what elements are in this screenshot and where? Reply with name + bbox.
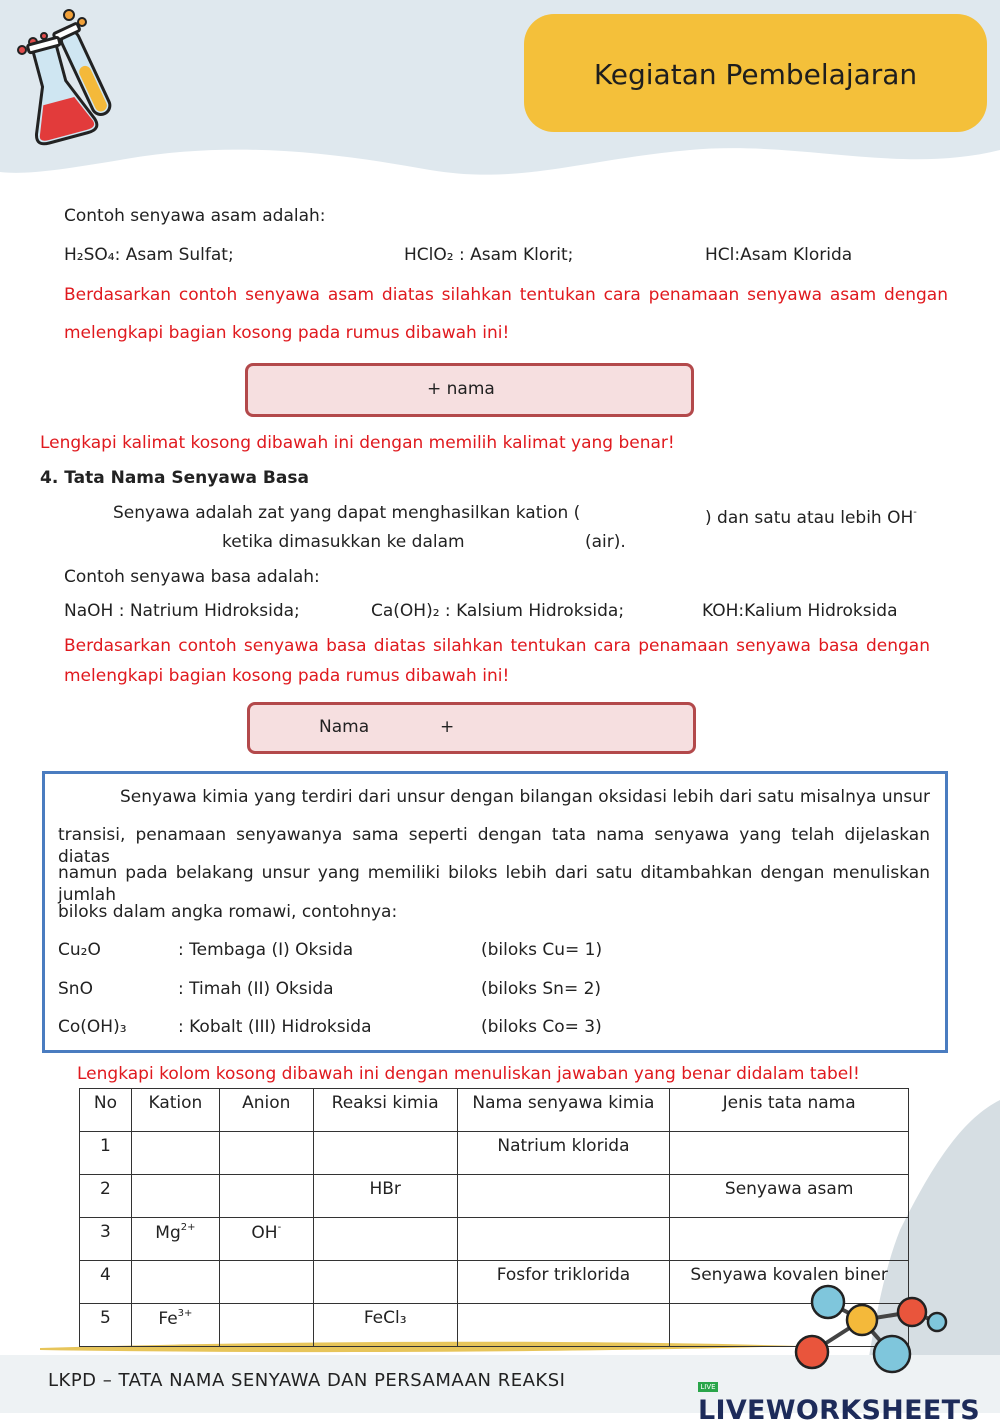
info-line-2: transisi, penamaan senyawanya sama seperti dengan tata nama senyawa yang telah dijelaskan diatas [58, 825, 930, 867]
table-row [80, 1175, 909, 1218]
info-example-name: : Timah (II) Oksida [178, 979, 334, 999]
cell-anion[interactable] [219, 1304, 313, 1347]
cell-kation: $Mg^{2+}$ [131, 1218, 219, 1261]
cell-no: 2 [80, 1175, 132, 1218]
acid-instruction-line-2: melengkapi bagian kosong pada rumus dibawah ini! [64, 323, 510, 343]
table-header-row [80, 1089, 909, 1132]
header-nama: Nama senyawa kimia [457, 1089, 670, 1132]
brand-badge: LIVE [698, 1382, 718, 1392]
info-example-biloks: (biloks Cu= 1) [481, 940, 603, 960]
cell-anion: OH- [219, 1218, 313, 1261]
table-instruction: Lengkapi kolom kosong dibawah ini dengan menuliskan jawaban yang benar didalam tabel! [77, 1064, 860, 1084]
info-example-biloks: (biloks Co= 3) [481, 1017, 602, 1037]
table-row [80, 1132, 909, 1175]
brand-name: LIVEWORKSHEETS [698, 1395, 981, 1426]
base-example-2: Ca(OH)₂ : Kalsium Hidroksida; [371, 601, 625, 621]
acid-formula-text: + nama [427, 379, 495, 399]
footer-title: LKPD – TATA NAMA SENYAWA DAN PERSAMAAN REAKSI [48, 1370, 566, 1391]
cell-kation[interactable] [131, 1132, 219, 1175]
base-heading: 4. Tata Nama Senyawa Basa [40, 468, 309, 488]
cell-jenis[interactable] [670, 1132, 909, 1175]
cell-no: 1 [80, 1132, 132, 1175]
info-line-1: Senyawa kimia yang terdiri dari unsur dengan bilangan oksidasi lebih dari satu misalnya unsur [120, 787, 930, 807]
header-kation: Kation [131, 1089, 219, 1132]
cell-anion[interactable] [219, 1132, 313, 1175]
test-tube-icon [14, 6, 119, 148]
acid-example-2: HClO₂ : Asam Klorit; [404, 245, 574, 265]
cell-reaksi[interactable] [313, 1132, 457, 1175]
base-instruction-line-2: melengkapi bagian kosong pada rumus dibawah ini! [64, 666, 510, 686]
cell-anion[interactable] [219, 1261, 313, 1304]
info-example-formula: Cu₂O [58, 940, 101, 960]
cell-nama[interactable] [457, 1304, 670, 1347]
liveworksheets-logo[interactable] [698, 1376, 1000, 1426]
info-line-3: namun pada belakang unsur yang memiliki biloks lebih dari satu ditambahkan dengan menuliskan jumlah [58, 863, 930, 905]
cell-kation: $Fe^{3+}$ [131, 1304, 219, 1347]
info-example-formula: Co(OH)₃ [58, 1017, 127, 1037]
base-intro: Contoh senyawa basa adalah: [64, 567, 320, 587]
cell-reaksi: HBr [313, 1175, 457, 1218]
base-instruction-line-1: Berdasarkan contoh senyawa basa diatas silahkan tentukan cara penamaan senyawa basa dengan [64, 636, 930, 656]
base-formula-plus: + [440, 717, 455, 737]
cell-reaksi[interactable] [313, 1218, 457, 1261]
cell-no: 5 [80, 1304, 132, 1347]
cell-anion[interactable] [219, 1175, 313, 1218]
base-formula-left: Nama [319, 717, 370, 737]
info-line-4: biloks dalam angka romawi, contohnya: [58, 902, 398, 922]
base-fill-instruction: Lengkapi kalimat kosong dibawah ini dengan memilih kalimat yang benar! [40, 433, 675, 453]
molecule-icon [772, 1282, 948, 1376]
acid-example-1: H₂SO₄: Asam Sulfat; [64, 245, 234, 265]
info-example-formula: SnO [58, 979, 93, 999]
base-example-3: KOH:Kalium Hidroksida [702, 601, 898, 621]
header-reaksi: Reaksi kimia [313, 1089, 457, 1132]
base-example-1: NaOH : Natrium Hidroksida; [64, 601, 300, 621]
cell-nama[interactable] [457, 1218, 670, 1261]
cell-no: 4 [80, 1261, 132, 1304]
header-no: No [80, 1089, 132, 1132]
cell-jenis[interactable] [670, 1218, 909, 1261]
info-example-biloks: (biloks Sn= 2) [481, 979, 602, 999]
hydroxide-charge: - [913, 507, 917, 518]
page-title: Kegiatan Pembelajaran [593, 58, 918, 91]
cell-jenis: Senyawa kovalen biner [670, 1261, 909, 1304]
base-definition-part-1: Senyawa adalah zat yang dapat menghasilkan kation ( [113, 503, 581, 523]
header-anion: Anion [219, 1089, 313, 1132]
acid-intro: Contoh senyawa asam adalah: [64, 206, 326, 226]
base-definition-line-2a: ketika dimasukkan ke dalam [222, 532, 465, 552]
base-formula-box [247, 702, 696, 754]
cell-kation[interactable] [131, 1261, 219, 1304]
cell-nama: Natrium klorida [457, 1132, 670, 1175]
cell-reaksi: FeCl₃ [313, 1304, 457, 1347]
acid-example-3: HCl:Asam Klorida [705, 245, 853, 265]
info-example-name: : Tembaga (I) Oksida [178, 940, 354, 960]
cell-no: 3 [80, 1218, 132, 1261]
cell-jenis: Senyawa asam [670, 1175, 909, 1218]
cell-nama[interactable] [457, 1175, 670, 1218]
table-row [80, 1218, 909, 1261]
base-definition-line-2b: (air). [585, 532, 626, 552]
cell-reaksi[interactable] [313, 1261, 457, 1304]
info-example-name: : Kobalt (III) Hidroksida [178, 1017, 372, 1037]
base-definition-part-2: ) dan satu atau lebih OH- [705, 507, 917, 528]
cell-nama: Fosfor triklorida [457, 1261, 670, 1304]
acid-instruction-line-1: Berdasarkan contoh senyawa asam diatas silahkan tentukan cara penamaan senyawa asam dengan [64, 285, 948, 305]
header-jenis: Jenis tata nama [670, 1089, 909, 1132]
cell-kation[interactable] [131, 1175, 219, 1218]
